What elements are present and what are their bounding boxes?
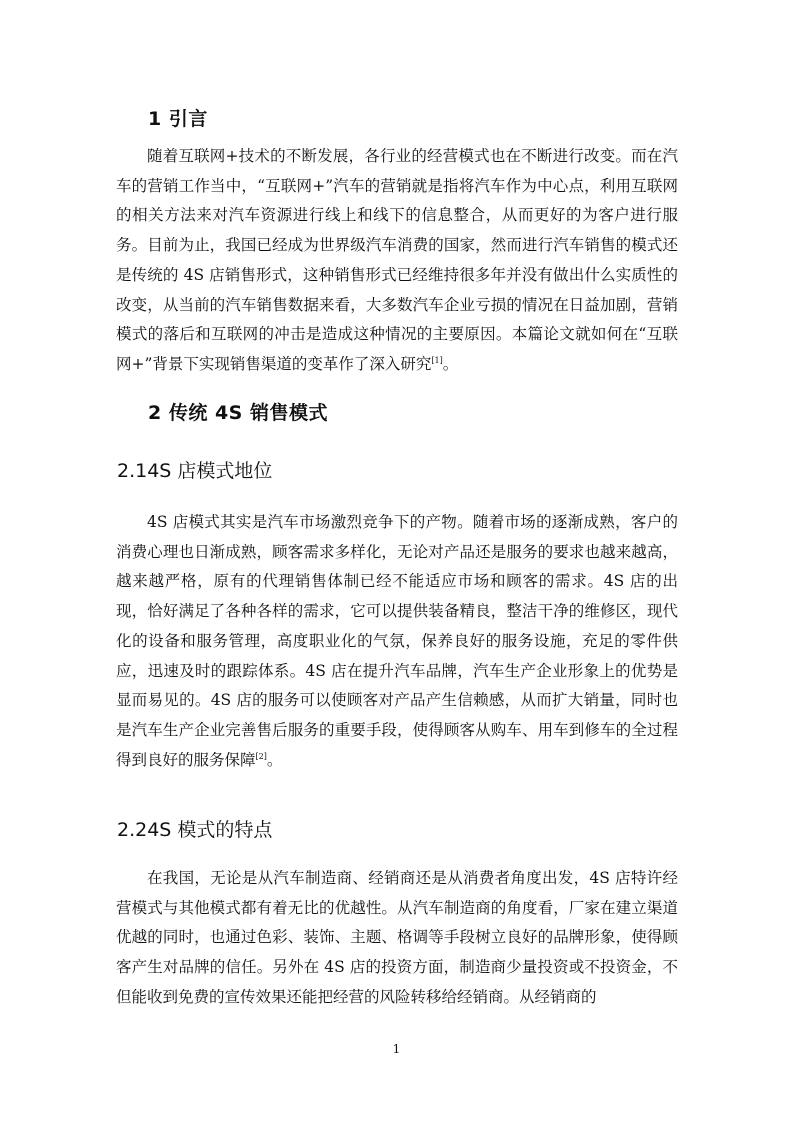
page-number: 1 (392, 1042, 401, 1056)
paragraph-intro-end: 。 (442, 354, 459, 373)
subsection-heading-4s-status: 2.14S 店模式地位 (117, 460, 273, 482)
paragraph-4s-features (116, 864, 678, 1013)
paragraph-4s-status (116, 508, 678, 775)
section-heading-intro: 1 引言 (148, 108, 208, 130)
paragraph-4s-status-end: 。 (266, 750, 283, 769)
citation-ref-1: [1] (431, 355, 443, 365)
subsection-heading-4s-features: 2.24S 模式的特点 (117, 819, 273, 841)
paragraph-4s-status-text: 4S 店模式其实是汽车市场激烈竞争下的产物。随着市场的逐渐成熟，客户的消费心理也日渐成熟，顾客需求多样化，无论对产品还是服务的要求也越来越高，越来越严格，原有的代理销售体制已经不能适应市场和顾客的需求。4S 店的出现，恰好满足了各种各样的需求，它可以提供装备精良，整洁干净的维修区，现代化的设备和服务管理，高度职业化的气氛，保养良好的服务设施，充足的零件供应，迅速及时的跟踪体系。4S 店在提升汽车品牌，汽车生产企业形象上的优势是显而易见的。4S 店的服务可以使顾客对产品产生信赖感，从而扩大销量，同时也是汽车生产企业完善售后服务的重要手段，使得顾客从购车、用车到修车的全过程得到良好的服务保障 (116, 513, 678, 769)
paragraph-intro (116, 142, 678, 380)
paragraph-intro-text: 随着互联网+技术的不断发展，各行业的经营模式也在不断进行改变。而在汽车的营销工作当中，“互联网+”汽车的营销就是指将汽车作为中心点，利用互联网的相关方法来对汽车资源进行线上和线下的信息整合，从而更好的为客户进行服务。目前为止，我国已经成为世界级汽车消费的国家，然而进行汽车销售的模式还是传统的 4S 店销售形式，这种销售形式已经维持很多年并没有做出什么实质性的改变，从当前的汽车销售数据来看，大多数汽车企业亏损的情况在日益加剧，营销模式的落后和互联网的冲击是造成这种情况的主要原因。本篇论文就如何在“互联网+”背景下实现销售渠道的变革作了深入研究 (116, 147, 678, 373)
section-heading-traditional: 2 传统 4S 销售模式 (148, 402, 328, 424)
citation-ref-2: [2] (255, 751, 267, 761)
paragraph-4s-features-text: 在我国，无论是从汽车制造商、经销商还是从消费者角度出发，4S 店特许经营模式与其他模式都有着无比的优越性。从汽车制造商的角度看，厂家在建立渠道优越的同时，也通过色彩、装饰、主题、格调等手段树立良好的品牌形象，使得顾客产生对品牌的信任。另外在 4S 店的投资方面，制造商少量投资或不投资金，不但能收到免费的宣传效果还能把经营的风险转移给经销商。从经销商的 (116, 869, 678, 1006)
